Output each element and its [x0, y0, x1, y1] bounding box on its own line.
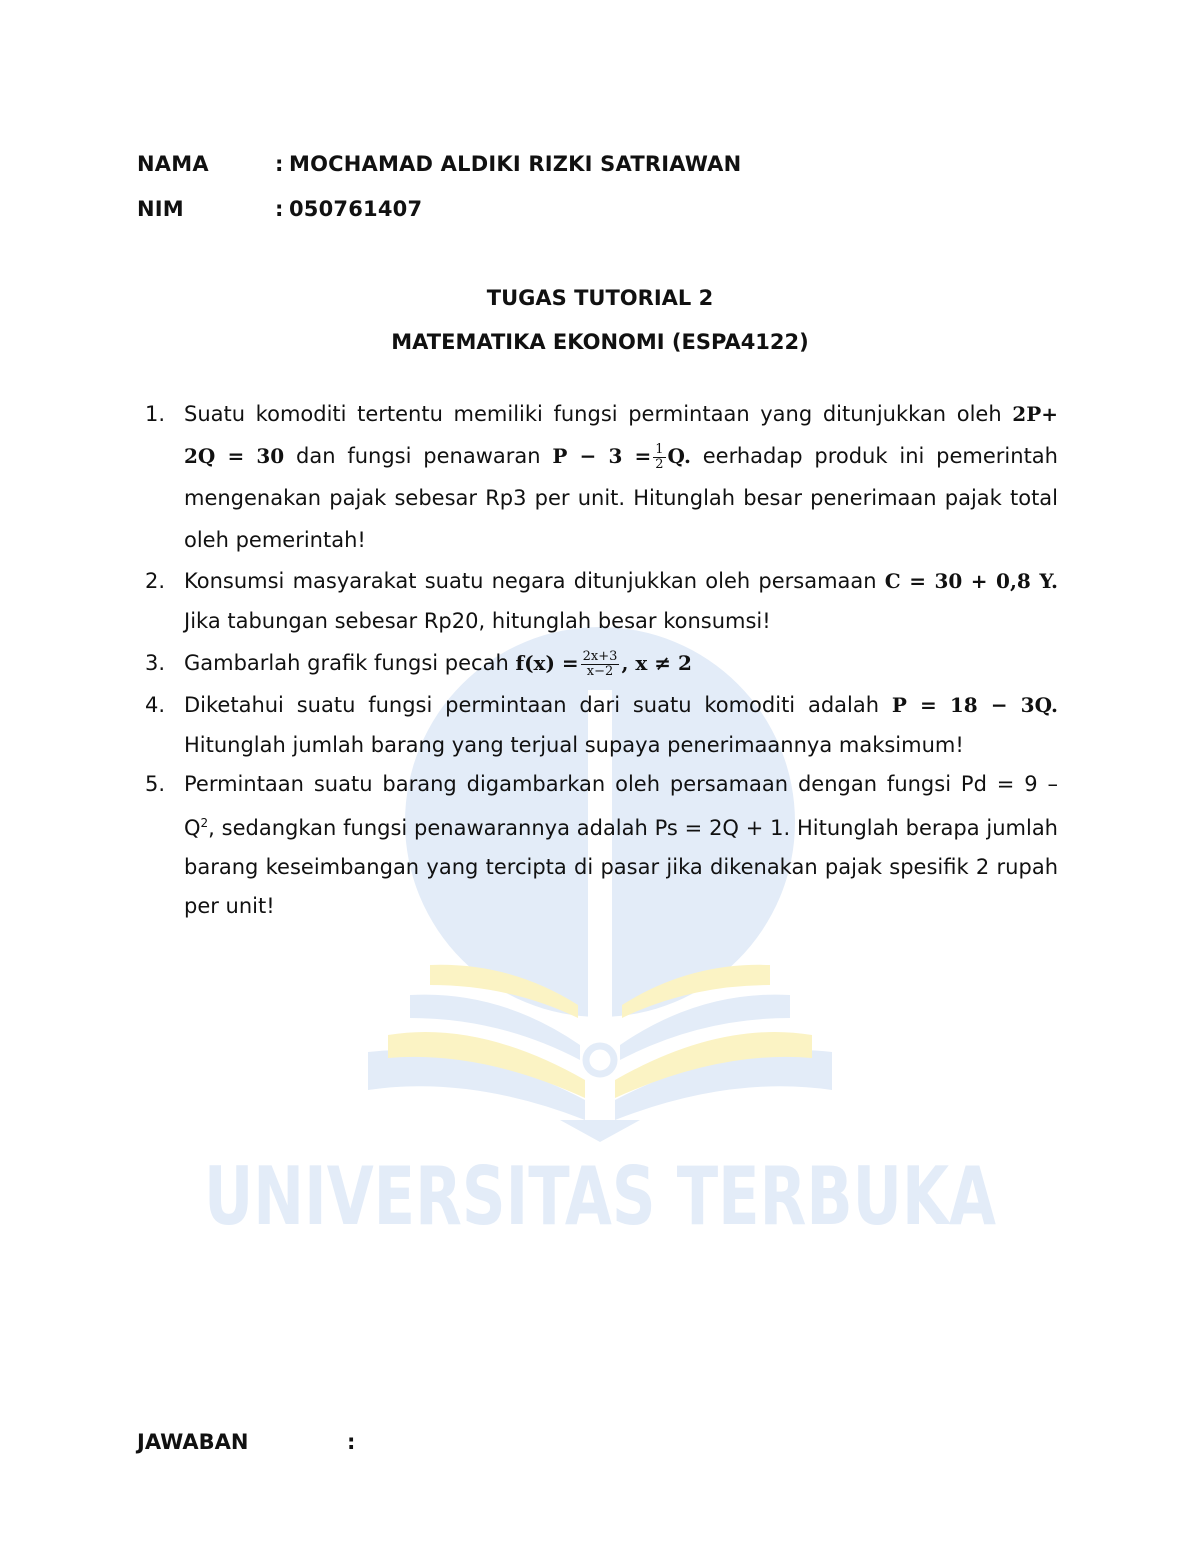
question-text: Gambarlah grafik fungsi pecah	[184, 651, 516, 675]
question-list	[145, 393, 1058, 926]
question-item	[145, 641, 1058, 685]
question-text: , sedangkan fungsi penawarannya adalah Ps = 2Q + 1. Hitunglah berapa jumlah barang keseimbangan yang tercipta di pasar jika dikenakan pajak spesifik 2 rupah per unit!	[184, 816, 1058, 918]
fraction-denominator: x−2	[586, 663, 614, 679]
document-subtitle: MATEMATIKA EKONOMI (ESPA4122)	[391, 330, 809, 354]
answer-section	[137, 1430, 355, 1454]
math-expression: C = 30 + 0,8 Y.	[884, 569, 1059, 593]
field-nama	[137, 152, 741, 176]
fraction-numerator: 1	[655, 441, 664, 457]
question-text: Jika tabungan sebesar Rp20, hitunglah besar konsumsi!	[184, 609, 771, 633]
nama-label: NAMA	[137, 152, 209, 176]
nama-value: MOCHAMAD ALDIKI RIZKI SATRIAWAN	[289, 152, 742, 176]
math-expression: P − 3 =	[552, 444, 652, 468]
watermark-text: UNIVERSITAS TERBUKA	[204, 1150, 997, 1243]
math-expression: P = 18 − 3Q.	[891, 693, 1058, 717]
superscript: 2	[200, 816, 209, 830]
question-text: Konsumsi masyarakat suatu negara ditunjukkan oleh persamaan	[184, 569, 885, 593]
math-fraction	[581, 650, 620, 679]
question-text: Permintaan suatu barang digambarkan oleh persamaan dengan fungsi Pd = 9 – Q	[184, 772, 1058, 840]
question-text: Hitunglah jumlah barang yang terjual supaya penerimaannya maksimum!	[184, 733, 964, 757]
question-text: Suatu komoditi tertentu memiliki fungsi permintaan yang ditunjukkan oleh	[184, 402, 1013, 426]
question-text: dan fungsi penawaran	[284, 444, 553, 468]
math-expression: , x ≠ 2	[621, 651, 692, 675]
nim-separator: :	[275, 197, 284, 221]
question-item	[145, 561, 1058, 641]
math-fraction	[653, 443, 665, 472]
question-number: 2.	[145, 569, 166, 593]
fraction-denominator: 2	[655, 456, 664, 472]
answer-label: JAWABAN	[137, 1430, 249, 1454]
question-text: Diketahui suatu fungsi permintaan dari suatu komoditi adalah	[184, 693, 892, 717]
question-item	[145, 685, 1058, 765]
nim-label: NIM	[137, 197, 184, 221]
nama-separator: :	[275, 152, 284, 176]
math-expression: 2P+ 2Q = 30	[184, 402, 1058, 468]
answer-separator: :	[347, 1430, 356, 1454]
document-title: TUGAS TUTORIAL 2	[486, 286, 714, 310]
math-expression: Q.	[667, 444, 691, 468]
question-number: 5.	[145, 772, 166, 796]
field-nim	[137, 197, 422, 221]
question-number: 1.	[145, 402, 166, 426]
nim-value: 050761407	[289, 197, 423, 221]
fraction-numerator: 2x+3	[582, 648, 618, 664]
math-expression: f(x) =	[515, 651, 579, 675]
question-number: 4.	[145, 693, 166, 717]
question-item	[145, 393, 1058, 561]
question-item	[145, 765, 1058, 926]
question-text: eerhadap produk ini pemerintah mengenakan pajak sebesar Rp3 per unit. Hitunglah besar penerimaan pajak total oleh pemerintah!	[184, 444, 1058, 552]
question-number: 3.	[145, 651, 166, 675]
